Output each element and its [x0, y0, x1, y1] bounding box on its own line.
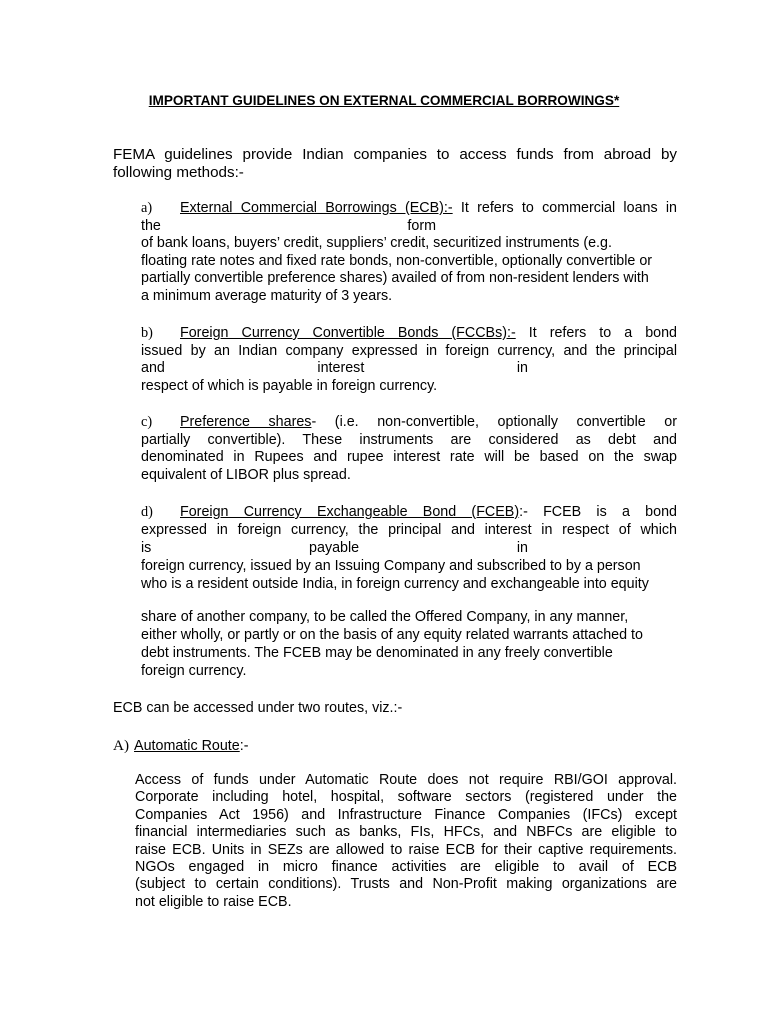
automatic-line-4: financial intermediaries such as banks, FIs, HFCs, and NBFCs are eligible to	[135, 824, 677, 841]
item-ecb	[141, 200, 677, 306]
item-ecb-line-1	[141, 200, 677, 218]
item-fceb	[141, 503, 677, 680]
item-fceb-line-8: debt instruments. The FCEB may be denominated in any freely convertible	[141, 645, 613, 661]
item-fceb-heading: Foreign Currency Exchangeable Bond (FCEB)	[180, 504, 520, 520]
item-pref-line-4: equivalent of LIBOR plus spread.	[141, 466, 351, 483]
item-fccb-line-4: respect of which is payable in foreign currency.	[141, 377, 438, 394]
item-pref-line-3: denominated in Rupees and rupee interest rate will be based on the swap	[141, 449, 677, 466]
intro-line-1: FEMA guidelines provide Indian companies to access funds from abroad by	[113, 146, 677, 163]
item-pref-label: c)	[141, 414, 153, 430]
item-fceb-line-5: who is a resident outside India, in foreign currency and exchangeable into equity	[141, 576, 649, 592]
item-fccb-heading: Foreign Currency Convertible Bonds (FCCBs):-	[180, 325, 516, 341]
automatic-line-1: Access of funds under Automatic Route does not require RBI/GOI approval.	[135, 772, 677, 788]
automatic-line-8: not eligible to raise ECB.	[135, 893, 292, 910]
item-ecb-line-1-rest: It refers to commercial loans in	[452, 200, 677, 216]
automatic-line-6: NGOs engaged in micro finance activities are eligible to avail of ECB	[135, 859, 677, 876]
item-ecb-line-4: floating rate notes and fixed rate bonds, non-convertible, optionally convertible or	[141, 252, 653, 269]
document-title: IMPORTANT GUIDELINES ON EXTERNAL COMMERCIAL BORROWINGS*	[148, 93, 620, 108]
automatic-route-suffix: :-	[239, 738, 249, 754]
item-fccb-line-1-rest: It refers to a bond	[515, 325, 677, 341]
automatic-route-paragraph	[135, 772, 677, 911]
item-fccb-line-2: issued by an Indian company expressed in foreign currency, and the principal	[141, 342, 677, 359]
automatic-line-5: raise ECB. Units in SEZs are allowed to raise ECB for their captive requirements.	[135, 841, 677, 858]
automatic-route-label: A)	[113, 737, 130, 754]
item-fceb-line-4: foreign currency, issued by an Issuing Company and subscribed to by a person	[141, 558, 641, 574]
intro-paragraph	[113, 146, 677, 182]
item-fceb-line-1-rest: :- FCEB is a bond	[519, 504, 677, 520]
item-pref-line-2: partially convertible). These instruments are considered as debt and	[141, 431, 677, 448]
item-fceb-line-1	[141, 503, 677, 521]
automatic-line-2: Corporate including hotel, hospital, software sectors (registered under the	[135, 789, 677, 806]
item-fceb-line-3: is payable in	[141, 540, 528, 556]
automatic-line-7: (subject to certain conditions). Trusts and Non-Profit making organizations are	[135, 876, 677, 893]
intro-line-2: following methods:-	[113, 164, 244, 181]
item-ecb-heading: External Commercial Borrowings (ECB):-	[180, 200, 453, 216]
item-fccb-line-1	[141, 325, 677, 343]
item-fceb-line-6: share of another company, to be called the Offered Company, in any manner,	[141, 609, 629, 625]
routes-intro: ECB can be accessed under two routes, viz.:-	[113, 700, 403, 716]
item-fccb	[141, 325, 677, 395]
item-ecb-line-5: partially convertible preference shares) availed of from non-resident lenders with	[141, 270, 649, 287]
automatic-route-heading: Automatic Route	[134, 738, 240, 754]
item-fceb-line-7: either wholly, or partly or on the basis of any equity related warrants attached to	[141, 627, 643, 643]
item-ecb-line-2: the form	[141, 217, 436, 234]
item-pref-line-1	[141, 414, 677, 432]
item-fceb-line-2: expressed in foreign currency, the principal and interest in respect of which	[141, 522, 677, 538]
item-ecb-line-6: a minimum average maturity of 3 years.	[141, 287, 393, 304]
item-fceb-line-9: foreign currency.	[141, 663, 247, 679]
item-fceb-label: d)	[141, 504, 153, 520]
item-ecb-line-3: of bank loans, buyers’ credit, suppliers’ credit, securitized instruments (e.g.	[141, 235, 612, 252]
automatic-route-heading-line	[113, 737, 248, 755]
item-pref-line-1-rest: - (i.e. non-convertible, optionally convertible or	[311, 414, 678, 430]
item-fccb-label: b)	[141, 325, 153, 341]
item-preference-shares	[141, 414, 677, 484]
automatic-line-3: Companies Act 1956) and Infrastructure Finance Companies (IFCs) except	[135, 806, 677, 823]
item-fccb-line-3: and interest in	[141, 360, 528, 377]
item-pref-heading: Preference shares	[180, 414, 312, 430]
item-ecb-label: a)	[141, 200, 153, 216]
